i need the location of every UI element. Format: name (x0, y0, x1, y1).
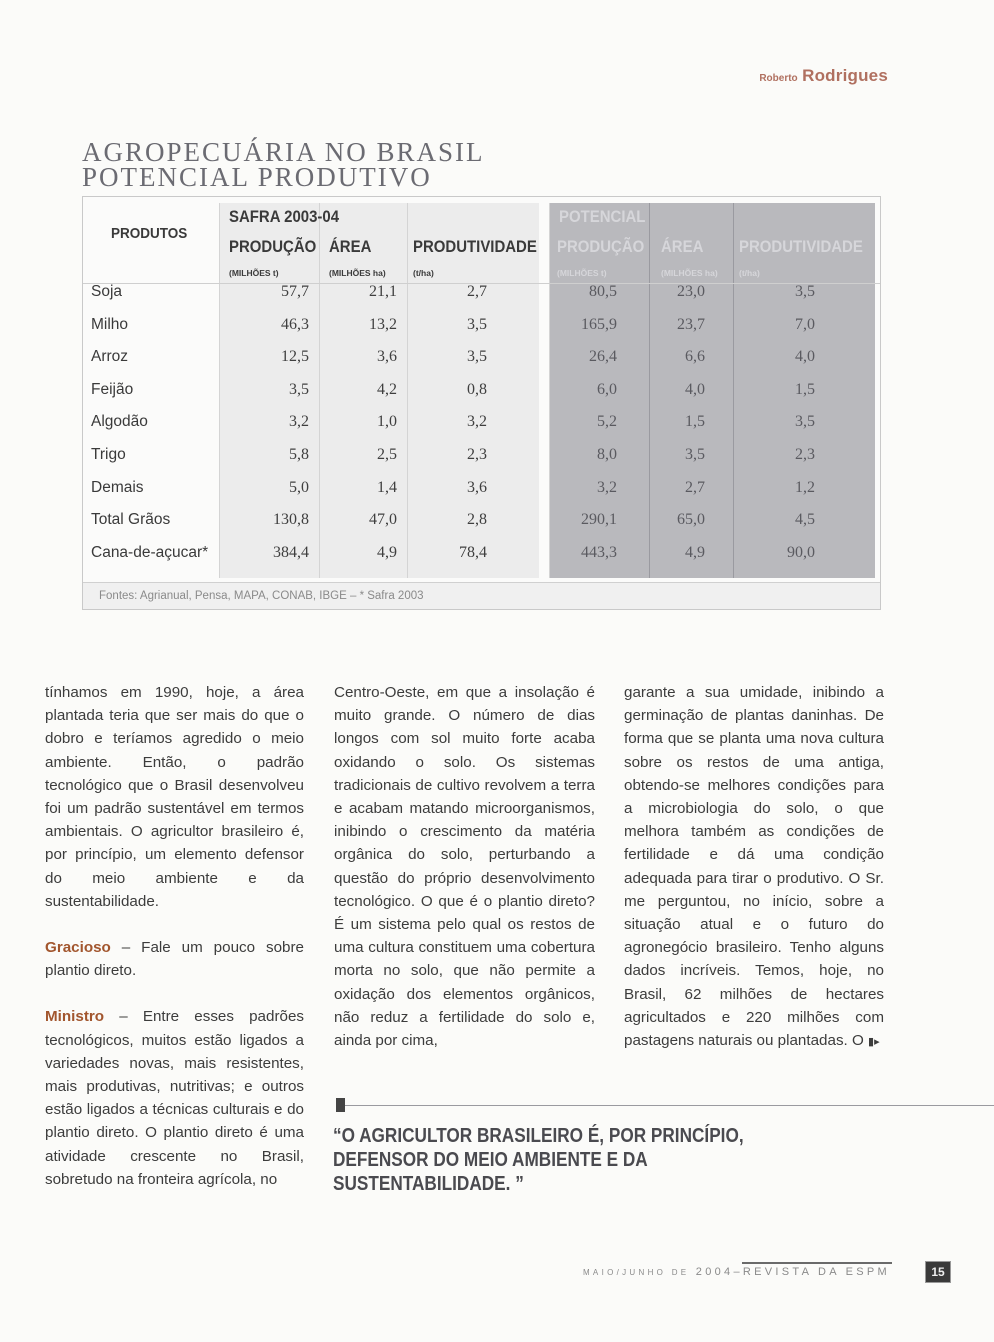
table-cell-s-area: 2,5 (377, 446, 397, 463)
speaker-name: Gracioso (45, 939, 111, 957)
table-cell-p-prod: 26,4 (589, 348, 617, 366)
potencial-producao-unit: (MILHÕES t) (557, 268, 607, 278)
footer-month: MAIO/JUNHO DE (582, 1268, 690, 1277)
paragraph: Centro-Oeste, em que a insolação é muito grande. O número de dias longos com sol muito forte acaba oxidando o solo. Os sistemas tradicionais de cultivo revolvem a terra e acabam matando microorganismos, inibindo o crescimento da matéria orgânica do solo, perturbando a questão do próprio desenvolvimento tecnológico. O que é o plantio direto? É um sistema pelo qual os restos de uma cultura constituem uma cobertura morta no solo, que não permite a oxidação dos elementos orgânicos, não reduz a fertilidade do solo e, ainda por cima, (334, 684, 595, 1050)
table-cell-p-prodt: 4,0 (795, 348, 815, 366)
table-cell-s-prodt: 3,5 (467, 348, 487, 366)
table-cell-s-area: 1,4 (377, 478, 397, 496)
table-cell-p-prodt: 1,5 (795, 380, 815, 398)
product-name: Feijão (91, 380, 134, 398)
table-cell-p-area: 1,5 (685, 413, 705, 431)
table-title (82, 137, 485, 192)
author-byline (759, 66, 888, 86)
table-cell-p-prodt: 3,5 (795, 283, 815, 300)
table-cell-s-prodt: 0,8 (467, 380, 487, 398)
speaker-text: – Fale um pouco sobre plantio direto. (45, 939, 304, 980)
table-cell-p-prod: 5,2 (597, 413, 617, 431)
table-cell-s-prodt: 78,4 (459, 543, 487, 561)
potencial-area-header: ÁREA (661, 237, 704, 256)
quote-rule (336, 1105, 994, 1106)
table-cell-s-area: 47,0 (369, 511, 397, 529)
table-cell-p-prodt: 7,0 (795, 315, 815, 333)
product-name: Total Grãos (91, 511, 171, 529)
table-cell-s-prod: 384,4 (273, 543, 309, 561)
table-cell-p-prod: 443,3 (581, 543, 617, 561)
potencial-producao-header: PRODUÇÃO (557, 237, 645, 256)
safra-area-unit: (MILHÕES ha) (329, 268, 386, 278)
table-cell-s-area: 13,2 (369, 315, 397, 333)
product-name: Soja (91, 283, 123, 300)
footer-magazine: 2004–REVISTA DA ESPM (695, 1266, 890, 1278)
table-cell-s-prodt: 3,2 (467, 413, 487, 431)
table-cell-s-prod: 12,5 (281, 348, 309, 366)
potencial-area-unit: (MILHÕES ha) (661, 268, 718, 278)
table-cell-p-prodt: 90,0 (787, 543, 815, 561)
table-cell-p-area: 6,6 (685, 348, 705, 366)
table-cell-s-area: 1,0 (377, 413, 397, 431)
potencial-header: POTENCIAL (559, 207, 646, 226)
col-divider (649, 203, 650, 578)
text-column-2 (334, 681, 595, 1052)
table-cell-p-prodt: 4,5 (795, 511, 815, 529)
table-cell-p-prod: 165,9 (581, 315, 617, 333)
table-cell-p-area: 2,7 (685, 478, 705, 496)
paragraph: tínhamos em 1990, hoje, a área plantada teria que ser mais do que o dobro e teríamos agredido o meio ambiente. Então, o padrão tecnológico que o Brasil desenvolveu foi um padrão sustentável em termos ambientais. O agricultor brasileiro é, por princípio, um elemento defensor do meio ambiente e da sustentabilidade. (45, 684, 304, 910)
footer-rule (742, 1262, 892, 1264)
table-cell-p-prod: 8,0 (597, 446, 617, 463)
paragraph (45, 936, 304, 982)
table-cell-p-prod: 290,1 (581, 511, 617, 529)
text-column-1 (45, 681, 304, 1191)
table-cell-p-area: 4,0 (685, 380, 705, 398)
table-cell-p-prodt: 2,3 (795, 446, 815, 463)
paragraph (624, 681, 884, 1054)
table-cell-p-area: 23,7 (677, 315, 705, 333)
table-cell-s-prodt: 3,5 (467, 315, 487, 333)
table-cell-s-prod: 5,0 (289, 478, 309, 496)
safra-produtividade-unit: (t/ha) (413, 268, 434, 278)
end-of-article-mark: ▮▸ (868, 1036, 880, 1049)
table-cell-p-area: 3,5 (685, 446, 705, 463)
product-name: Milho (91, 315, 129, 333)
safra-produtividade-header: PRODUTIVIDADE (413, 237, 537, 256)
title-line-1: AGROPECUÁRIA NO BRASIL (82, 137, 485, 167)
table-cell-s-prod: 3,2 (289, 413, 309, 431)
potencial-produtividade-header: PRODUTIVIDADE (739, 237, 863, 256)
col-divider (407, 203, 408, 578)
table-cell-s-prodt: 2,3 (467, 446, 487, 463)
table-cell-s-area: 4,2 (377, 380, 397, 398)
table-cell-p-area: 65,0 (677, 511, 705, 529)
table-cell-p-area: 4,9 (685, 543, 705, 561)
quote-marker (336, 1098, 345, 1112)
table-cell-s-prod: 46,3 (281, 315, 309, 333)
safra-header: SAFRA 2003-04 (229, 207, 340, 226)
author-last-name: Rodrigues (802, 66, 888, 85)
table-cell-p-prod: 80,5 (589, 283, 617, 300)
table-cell-s-prod: 57,7 (281, 283, 309, 300)
table-cell-s-area: 3,6 (377, 348, 397, 366)
paragraph (45, 1005, 304, 1191)
pull-quote: “O AGRICULTOR BRASILEIRO É, POR PRINCÍPIO, DEFENSOR DO MEIO AMBIENTE E DA SUSTENTABILIDADE. ” (333, 1125, 744, 1195)
table-cell-s-area: 4,9 (377, 543, 397, 561)
safra-producao-header: PRODUÇÃO (229, 237, 317, 256)
potencial-produtividade-unit: (t/ha) (739, 268, 760, 278)
speaker-text: – Entre esses padrões tecnológicos, muitos estão ligados a variedades novas, mais resistentes, mais produtivas, nutritivas; e outros estão ligados a técnicas culturais e do plantio direto. O plantio direto é uma atividade crescente no Brasil, sobretudo na fronteira agrícola, no (45, 1008, 304, 1188)
safra-producao-unit: (MILHÕES t) (229, 268, 279, 278)
page-number: 15 (925, 1261, 951, 1283)
table-cell-s-prodt: 2,7 (467, 283, 487, 300)
product-name: Trigo (91, 446, 126, 463)
footer-issue (583, 1266, 890, 1278)
speaker-name: Ministro (45, 1008, 105, 1026)
product-name: Cana-de-açucar* (91, 543, 209, 561)
table-cell-s-prod: 5,8 (289, 446, 309, 463)
col-divider (549, 203, 550, 578)
author-first-name: Roberto (759, 73, 798, 84)
production-table (82, 196, 881, 610)
produtos-header: PRODUTOS (111, 225, 188, 242)
paragraph-text: garante a sua umidade, inibindo a germinação de plantas daninhas. De forma que se planta uma nova cultura sobre os restos de uma antiga, obtendo-se melhores condições para a microbiologia do solo, o que melhora também as condições de fertilidade e dá uma condição adequada para tirar o produtivo. O Sr. me perguntou, no início, sobre a situação atual e o futuro do agronegócio brasileiro. Tenho alguns dados incríveis. Temos, hoje, no Brasil, 62 milhões de hectares agricultados e 220 milhões com pastagens naturais ou plantadas. O (624, 684, 884, 1050)
table-cell-p-prod: 3,2 (597, 478, 617, 496)
title-line-2: POTENCIAL PRODUTIVO (82, 162, 432, 192)
table-cell-s-area: 21,1 (369, 283, 397, 300)
product-name: Algodão (91, 413, 148, 431)
col-divider (219, 203, 220, 578)
table-cell-p-area: 23,0 (677, 283, 705, 300)
table-cell-s-prodt: 3,6 (467, 478, 487, 496)
table-cell-s-prod: 130,8 (273, 511, 309, 529)
table-cell-p-prod: 6,0 (597, 380, 617, 398)
table-cell-s-prod: 3,5 (289, 380, 309, 398)
table-cell-s-prodt: 2,8 (467, 511, 487, 529)
text-column-3 (624, 681, 884, 1054)
table-cell-p-prodt: 3,5 (795, 413, 815, 431)
table-source: Fontes: Agrianual, Pensa, MAPA, CONAB, IBGE – * Safra 2003 (83, 582, 880, 609)
safra-area-header: ÁREA (329, 237, 372, 256)
product-name: Arroz (91, 348, 129, 366)
product-name: Demais (91, 478, 144, 496)
table-cell-p-prodt: 1,2 (795, 478, 815, 496)
col-divider (733, 203, 734, 578)
col-divider (319, 203, 320, 578)
